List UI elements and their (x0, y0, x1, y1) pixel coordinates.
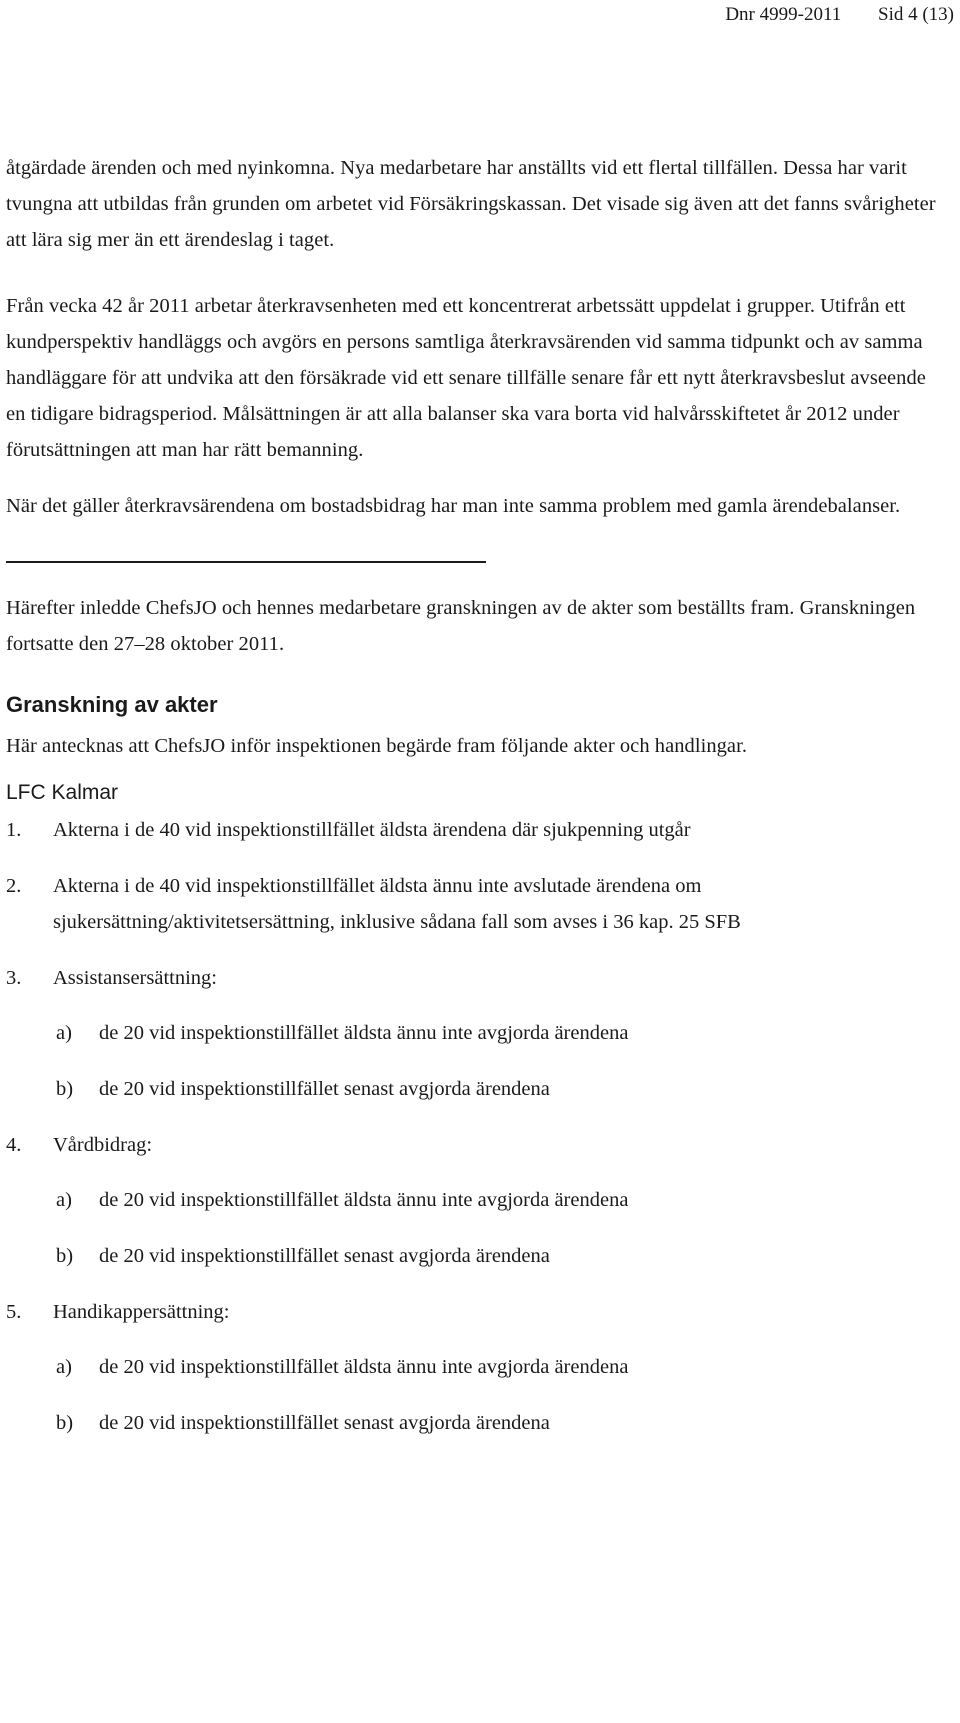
sub-list-text: de 20 vid inspektionstillfället äldsta ännu inte avgjorda ärendena (99, 1355, 629, 1378)
list-item (6, 868, 941, 940)
sub-list-text: de 20 vid inspektionstillfället äldsta ännu inte avgjorda ärendena (99, 1021, 629, 1044)
list-text: Akterna i de 40 vid inspektionstillfället äldsta ärendena där sjukpenning utgår (53, 818, 691, 841)
page-header (725, 4, 954, 26)
sub-list-letter: b) (56, 1077, 74, 1100)
sub-list-letter: b) (56, 1411, 74, 1434)
sub-list-letter: a) (56, 1355, 72, 1378)
list-number: 1. (6, 818, 22, 841)
list-number: 3. (6, 966, 22, 989)
list-text: Vårdbidrag: (53, 1133, 153, 1156)
document-list (6, 812, 941, 1441)
list-text: Akterna i de 40 vid inspektionstillfället äldsta ännu inte avslutade ärendena om sjukersättning/aktivitetsersättning, inklusive sådana fall som avses i 36 kap. 25 SFB (53, 874, 741, 933)
sub-list-item (6, 1238, 941, 1274)
paragraph-2: Från vecka 42 år 2011 arbetar återkravsenheten med ett koncentrerat arbetssätt uppdelat i grupper. Utifrån ett kundperspektiv handläggs och avgörs en persons samtliga återkravsärenden vid samma tidpunkt och av samma handläggare för att undvika att den försäkrade vid ett senare tillfälle senare får ett nytt återkravsbeslut avseende en tidigare bidragsperiod. Målsättningen är att alla balanser ska vara borta vid halvårsskiftetet år 2012 under förutsättningen att man har rätt bemanning. (6, 295, 926, 461)
sub-list-text: de 20 vid inspektionstillfället senast avgjorda ärendena (99, 1077, 550, 1100)
sub-list-letter: a) (56, 1188, 72, 1211)
section-divider (6, 561, 486, 563)
list-number: 2. (6, 874, 22, 897)
paragraph-4: Härefter inledde ChefsJO och hennes medarbetare granskningen av de akter som beställts fram. Granskningen fortsatte den 27–28 oktober 2011. (6, 596, 916, 655)
list-item (6, 812, 941, 848)
sub-list-item (6, 1405, 941, 1441)
paragraph-3: När det gäller återkravsärendena om bostadsbidrag har man inte samma problem med gamla ärendebalanser. (6, 495, 901, 517)
subsection-heading: LFC Kalmar (6, 780, 119, 804)
sub-list-item (6, 1182, 941, 1218)
document-number: Dnr 4999-2011 (725, 4, 842, 25)
sub-list-letter: b) (56, 1244, 74, 1267)
list-number: 5. (6, 1300, 22, 1323)
paragraph-1: åtgärdade ärenden och med nyinkomna. Nya medarbetare har anställts vid ett flertal tillfällen. Dessa har varit tvungna att utbildas från grunden om arbetet vid Försäkringskassan. Det visade sig även att det fanns svårigheter att lära sig mer än ett ärendeslag i taget. (6, 157, 936, 251)
sub-list-item (6, 1071, 941, 1107)
list-item (6, 1294, 941, 1330)
page-number: Sid 4 (13) (878, 4, 954, 25)
sub-list-text: de 20 vid inspektionstillfället senast avgjorda ärendena (99, 1411, 550, 1434)
list-number: 4. (6, 1133, 22, 1156)
list-text: Assistansersättning: (53, 966, 217, 989)
document-body (6, 150, 941, 1441)
sub-list-item (6, 1015, 941, 1051)
sub-list-letter: a) (56, 1021, 72, 1044)
section-intro: Här antecknas att ChefsJO inför inspektionen begärde fram följande akter och handlingar. (6, 734, 747, 757)
list-item (6, 960, 941, 996)
list-text: Handikappersättning: (53, 1300, 230, 1323)
list-item (6, 1127, 941, 1163)
sub-list-item (6, 1349, 941, 1385)
section-heading: Granskning av akter (6, 691, 218, 717)
sub-list-text: de 20 vid inspektionstillfället äldsta ännu inte avgjorda ärendena (99, 1188, 629, 1211)
sub-list-text: de 20 vid inspektionstillfället senast avgjorda ärendena (99, 1244, 550, 1267)
